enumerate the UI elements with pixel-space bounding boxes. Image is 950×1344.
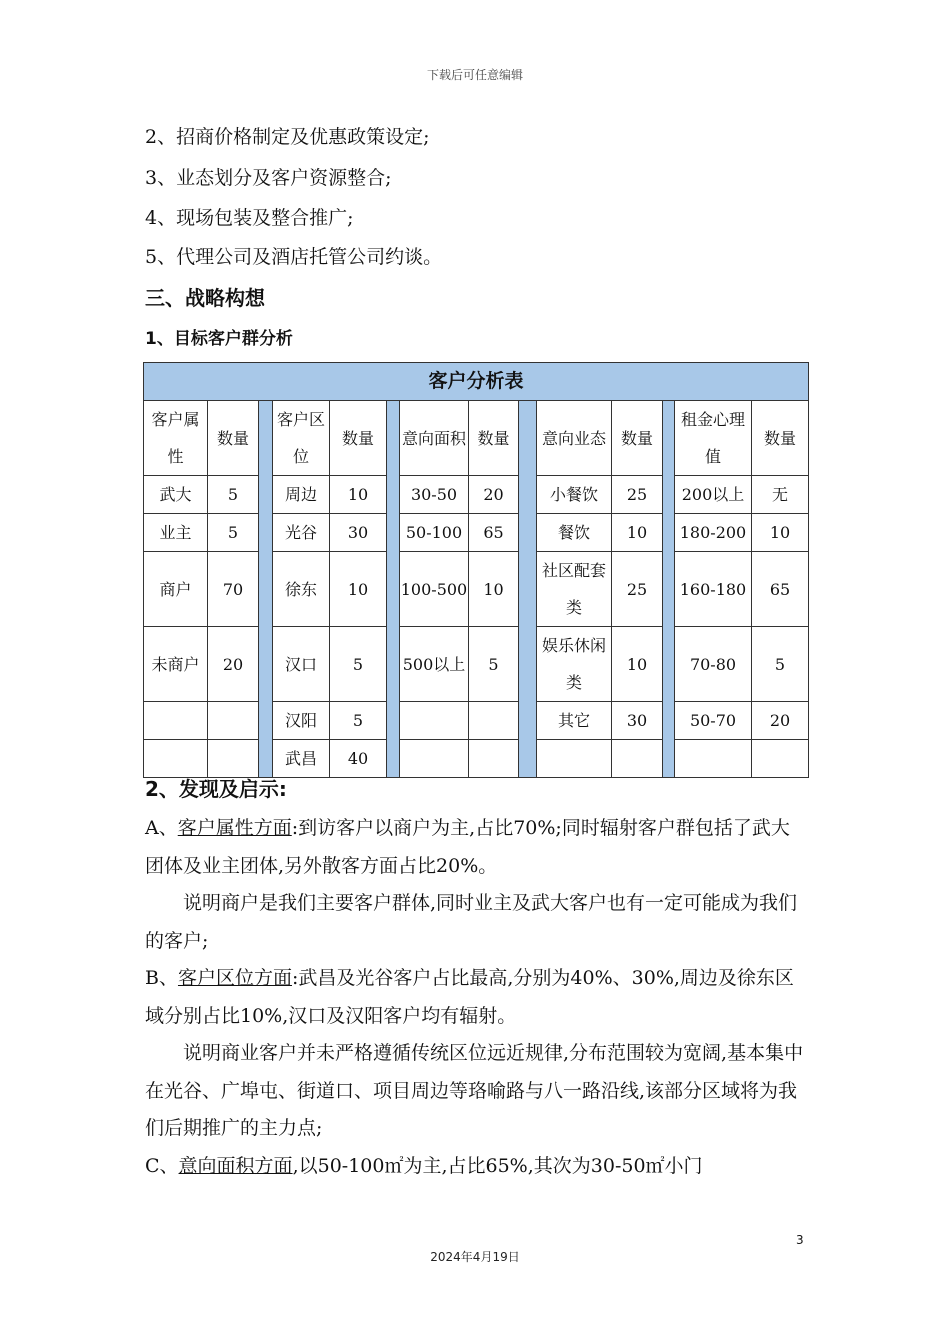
page-footer-date: 2024年4月19日 <box>430 1250 520 1264</box>
paragraph-text: ,以50-100㎡为主,占比65%,其次为30-50㎡小门 <box>292 1154 703 1177</box>
table-cell: 娱乐休闲类 <box>537 627 612 702</box>
table-cell: 业主 <box>144 514 208 552</box>
table-cell <box>144 740 208 778</box>
table-cell: 25 <box>612 476 663 514</box>
table-cell: 汉口 <box>273 627 330 702</box>
table-row <box>144 514 809 552</box>
table-cell: 20 <box>752 702 809 740</box>
table-row <box>144 627 809 702</box>
table-cell <box>400 702 469 740</box>
column-header: 数量 <box>469 401 519 476</box>
table-cell: 100-500 <box>400 552 469 627</box>
table-cell: 25 <box>612 552 663 627</box>
table-cell: 20 <box>469 476 519 514</box>
table-cell <box>208 740 259 778</box>
column-header: 数量 <box>208 401 259 476</box>
column-header: 意向业态 <box>537 401 612 476</box>
section-title: 三、战略构想 <box>145 286 265 310</box>
table-cell: 徐东 <box>273 552 330 627</box>
table-cell <box>537 740 612 778</box>
table-cell: 50-100 <box>400 514 469 552</box>
table-cell <box>752 740 809 778</box>
table-cell: 65 <box>469 514 519 552</box>
column-header: 客户属性 <box>144 401 208 476</box>
table-cell: 70 <box>208 552 259 627</box>
paragraph-prefix: B、 <box>145 967 178 989</box>
table-cell: 50-70 <box>675 702 752 740</box>
subsection-title: 1、目标客户群分析 <box>145 329 293 349</box>
table-cell: 5 <box>752 627 809 702</box>
table-cell: 40 <box>330 740 387 778</box>
table-cell: 500以上 <box>400 627 469 702</box>
table-cell: 10 <box>330 476 387 514</box>
table-cell: 30 <box>612 702 663 740</box>
table-row <box>144 552 809 627</box>
column-header: 数量 <box>612 401 663 476</box>
table-cell: 65 <box>752 552 809 627</box>
table-cell <box>612 740 663 778</box>
paragraph-text: :到访客户以商户为主,占比70%;同时辐射客户群包括了武大团体及业主团体,另外散客方面占比20%。 <box>145 817 790 877</box>
table-cell <box>469 740 519 778</box>
paragraph-b <box>145 960 807 1035</box>
table-cell: 社区配套类 <box>537 552 612 627</box>
table-cell: 汉阳 <box>273 702 330 740</box>
page-header: 下载后可任意编辑 <box>426 68 523 82</box>
table-cell: 周边 <box>273 476 330 514</box>
body-text <box>145 810 807 1185</box>
list-item: 4、现场包装及整合推广; <box>145 207 354 229</box>
paragraph-a-note: 说明商户是我们主要客户群体,同时业主及武大客户也有一定可能成为我们的客户; <box>145 892 798 952</box>
table-cell: 30-50 <box>400 476 469 514</box>
table-cell: 5 <box>469 627 519 702</box>
table-cell <box>208 702 259 740</box>
table-cell: 10 <box>469 552 519 627</box>
column-header: 租金心理值 <box>675 401 752 476</box>
customer-analysis-table <box>143 362 809 778</box>
table-cell: 30 <box>330 514 387 552</box>
column-header: 客户区位 <box>273 401 330 476</box>
table-cell: 其它 <box>537 702 612 740</box>
paragraph-b-note: 说明商业客户并未严格遵循传统区位远近规律,分布范围较为宽阔,基本集中在光谷、广埠屯、街道口、项目周边等珞喻路与八一路沿线,该部分区域将为我们后期推广的主力点; <box>145 1042 804 1139</box>
paragraph-text: :武昌及光谷客户占比最高,分别为40%、30%,周边及徐东区域分别占比10%,汉口及汉阳客户均有辐射。 <box>145 967 794 1027</box>
table-cell: 5 <box>330 627 387 702</box>
column-divider <box>519 401 537 778</box>
table-cell: 180-200 <box>675 514 752 552</box>
column-divider <box>259 401 273 778</box>
table-title: 客户分析表 <box>144 363 809 401</box>
table-cell: 10 <box>330 552 387 627</box>
list-item: 2、招商价格制定及优惠政策设定; <box>145 126 430 148</box>
column-header: 数量 <box>752 401 809 476</box>
table-cell: 无 <box>752 476 809 514</box>
paragraph-a <box>145 810 807 885</box>
table-cell: 光谷 <box>273 514 330 552</box>
topic-label: 客户属性方面 <box>177 817 292 839</box>
table-cell: 10 <box>612 514 663 552</box>
table-cell <box>675 740 752 778</box>
table-header-row <box>144 401 809 476</box>
table-cell: 10 <box>752 514 809 552</box>
subsection-title: 2、发现及启示: <box>145 777 287 801</box>
table-cell: 70-80 <box>675 627 752 702</box>
table-row <box>144 702 809 740</box>
table-cell: 武昌 <box>273 740 330 778</box>
table-cell <box>469 702 519 740</box>
topic-label: 客户区位方面 <box>177 967 292 989</box>
list-item: 5、代理公司及酒店托管公司约谈。 <box>145 246 443 268</box>
table-cell: 20 <box>208 627 259 702</box>
paragraph-prefix: C、 <box>145 1154 179 1177</box>
table-cell: 未商户 <box>144 627 208 702</box>
paragraph-prefix: A、 <box>145 817 178 839</box>
table-cell: 餐饮 <box>537 514 612 552</box>
table-cell: 5 <box>208 476 259 514</box>
table-cell: 5 <box>330 702 387 740</box>
paragraph-c <box>145 1148 807 1186</box>
table-cell: 商户 <box>144 552 208 627</box>
topic-label: 意向面积方面 <box>178 1154 293 1177</box>
page-number: 3 <box>796 1233 804 1247</box>
table-cell: 200以上 <box>675 476 752 514</box>
table-cell: 10 <box>612 627 663 702</box>
table-cell: 5 <box>208 514 259 552</box>
table-cell <box>400 740 469 778</box>
table-row <box>144 476 809 514</box>
table-cell <box>144 702 208 740</box>
column-divider <box>387 401 400 778</box>
column-header: 数量 <box>330 401 387 476</box>
list-item: 3、业态划分及客户资源整合; <box>145 167 392 189</box>
table-cell: 160-180 <box>675 552 752 627</box>
table-cell: 武大 <box>144 476 208 514</box>
column-header: 意向面积 <box>400 401 469 476</box>
table-cell: 小餐饮 <box>537 476 612 514</box>
table-row <box>144 740 809 778</box>
column-divider <box>663 401 675 778</box>
